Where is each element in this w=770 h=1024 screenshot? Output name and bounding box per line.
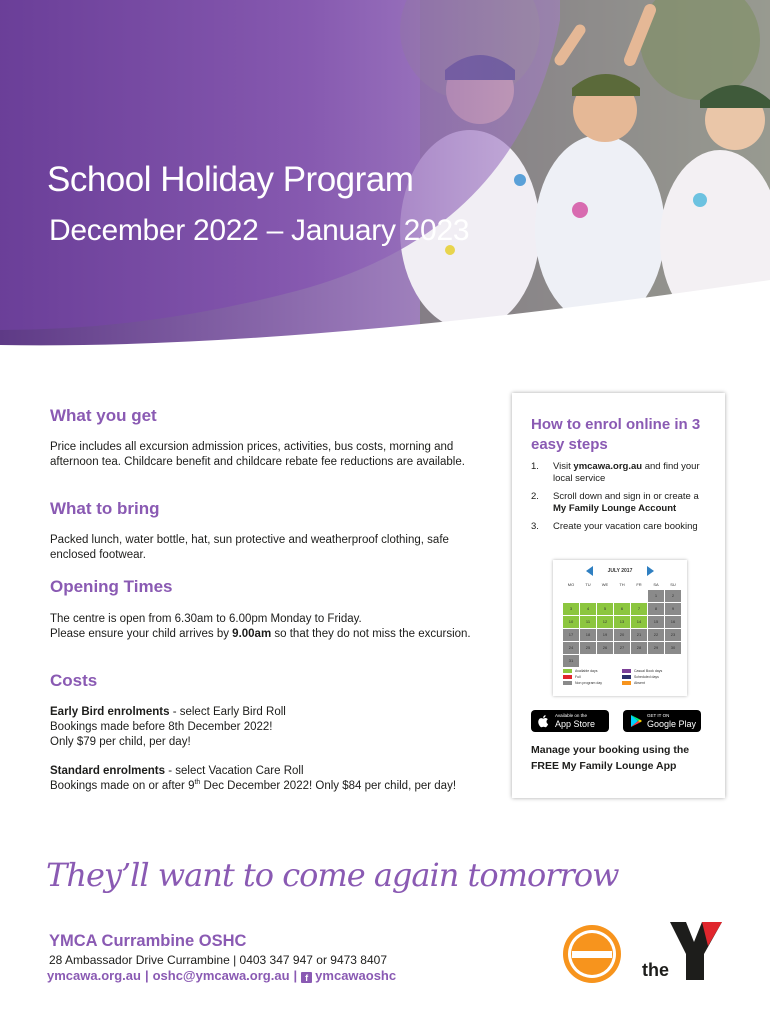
org-address: 28 Ambassador Drive Currambine | 0403 347 947 or 9473 8407 xyxy=(49,953,387,967)
legend-item xyxy=(563,669,622,673)
enrol-footer: Manage your booking using the FREE My Family Lounge App xyxy=(531,744,690,772)
calendar-day: 14 xyxy=(631,616,647,628)
step-text xyxy=(553,461,711,485)
step-number: 2. xyxy=(531,491,539,502)
google-play-label: Google Play xyxy=(647,719,697,729)
org-name: YMCA Currambine OSHC xyxy=(49,932,247,950)
step-text-post: and find your local service xyxy=(553,461,700,484)
standard-label: Standard enrolments xyxy=(50,765,166,777)
facebook-icon: f xyxy=(301,972,312,983)
calendar-month: JULY 2017 xyxy=(607,568,633,574)
legend-swatch xyxy=(622,675,631,679)
opening-hours-line: The centre is open from 6.30am to 6.00pm Monday to Friday. xyxy=(50,613,362,625)
google-play-badge[interactable] xyxy=(623,710,701,732)
legend-label: Scheduled days xyxy=(634,675,659,679)
email-link[interactable]: oshc@ymcawa.org.au xyxy=(152,968,290,983)
arrival-line xyxy=(50,627,490,642)
legend-label: Full xyxy=(575,675,581,679)
standard-details-sup: th xyxy=(194,779,201,787)
calendar-day: 22 xyxy=(648,629,664,641)
calendar-weekday: TU xyxy=(585,582,591,587)
calendar-day: 16 xyxy=(665,616,681,628)
calendar-weekday: WE xyxy=(601,582,609,587)
what-to-bring-text: Packed lunch, water bottle, hat, sun protective and weatherproof clothing, safe enclosed footwear. xyxy=(50,534,449,561)
legend-item xyxy=(622,669,681,673)
apple-icon xyxy=(537,714,551,728)
calendar-day: 23 xyxy=(665,629,681,641)
step-text-pre: Create your vacation care booking xyxy=(553,521,698,532)
calendar-day xyxy=(580,590,596,602)
google-play-icon xyxy=(629,714,643,728)
opening-times-heading: Opening Times xyxy=(50,577,173,596)
calendar-day: 4 xyxy=(580,603,596,615)
calendar-legend xyxy=(563,669,681,685)
calendar-weekday: FR xyxy=(636,582,642,587)
enrol-step xyxy=(531,491,711,515)
standard-roll: - select Vacation Care Roll xyxy=(165,765,304,777)
calendar-day xyxy=(563,590,579,602)
early-bird-costs xyxy=(50,705,490,750)
step-text-pre: Visit xyxy=(553,461,574,472)
calendar-day xyxy=(614,590,630,602)
step-number: 1. xyxy=(531,461,539,472)
separator: | xyxy=(144,968,149,983)
calendar-day: 21 xyxy=(631,629,647,641)
legend-swatch xyxy=(563,675,572,679)
enrol-steps xyxy=(531,461,711,539)
ymca-logo xyxy=(642,920,726,984)
arrival-line-pre: Please ensure your child arrives by xyxy=(50,628,233,640)
early-bird-title xyxy=(50,705,490,720)
legend-label: Absent xyxy=(634,681,645,685)
step-text-bold: ymcawa.org.au xyxy=(573,461,643,472)
standard-details-pre: Bookings made on or after 9 xyxy=(50,780,195,792)
early-bird-roll: - select Early Bird Roll xyxy=(169,706,286,718)
enrol-step xyxy=(531,521,711,533)
calendar-day: 31 xyxy=(563,655,579,667)
step-text-bold: My Family Lounge Account xyxy=(553,503,677,514)
calendar-preview xyxy=(553,560,687,696)
calendar-day: 9 xyxy=(665,603,681,615)
legend-swatch xyxy=(622,681,631,685)
calendar-day: 15 xyxy=(648,616,664,628)
page-subtitle: December 2022 – January 2023 xyxy=(49,214,470,247)
calendar-day: 17 xyxy=(563,629,579,641)
calendar-day: 29 xyxy=(648,642,664,654)
standard-costs xyxy=(50,764,490,794)
arrival-time: 9.00am xyxy=(232,628,272,640)
early-bird-deadline: Bookings made before 8th December 2022! xyxy=(50,721,273,733)
page-title: School Holiday Program xyxy=(47,160,414,199)
calendar-day: 11 xyxy=(580,616,596,628)
calendar-day: 3 xyxy=(563,603,579,615)
calendar-day: 5 xyxy=(597,603,613,615)
what-to-bring-heading: What to bring xyxy=(50,499,160,518)
calendar-day: 20 xyxy=(614,629,630,641)
early-bird-label: Early Bird enrolments xyxy=(50,706,170,718)
legend-label: Non program day xyxy=(575,681,603,685)
calendar-day: 7 xyxy=(631,603,647,615)
calendar-weekdays xyxy=(563,582,681,587)
legend-item xyxy=(622,675,681,679)
enrol-step xyxy=(531,461,711,485)
arrival-line-post: so that they do not miss the excursion. xyxy=(271,628,471,640)
calendar-weekday: SA xyxy=(653,582,659,587)
google-play-small: GET IT ON xyxy=(647,713,670,718)
independently-reviewed-badge xyxy=(562,924,622,984)
calendar-weekday: SU xyxy=(670,582,676,587)
calendar-day: 24 xyxy=(563,642,579,654)
tagline: They’ll want to come again tomorrow xyxy=(46,856,619,894)
calendar-weekday: TH xyxy=(619,582,625,587)
ymca-y-icon xyxy=(642,920,726,984)
calendar-day xyxy=(597,590,613,602)
calendar-day: 10 xyxy=(563,616,579,628)
legend-item xyxy=(622,681,681,685)
separator: | xyxy=(293,968,298,983)
step-number: 3. xyxy=(531,521,539,532)
early-bird-price: Only $79 per child, per day! xyxy=(50,736,191,748)
calendar-day: 2 xyxy=(665,590,681,602)
hero-banner xyxy=(0,0,770,360)
app-store-label: App Store xyxy=(555,719,596,729)
website-link[interactable]: ymcawa.org.au xyxy=(47,968,141,983)
calendar-day: 19 xyxy=(597,629,613,641)
calendar-day: 6 xyxy=(614,603,630,615)
calendar-day: 12 xyxy=(597,616,613,628)
app-badges xyxy=(531,710,706,732)
step-text xyxy=(553,491,711,515)
enrol-card xyxy=(512,393,725,798)
calendar-day: 30 xyxy=(665,642,681,654)
calendar-day: 28 xyxy=(631,642,647,654)
calendar-day xyxy=(631,590,647,602)
standard-title xyxy=(50,764,490,779)
legend-item xyxy=(563,681,622,685)
opening-times-text xyxy=(50,612,490,642)
legend-label: Casual Book days xyxy=(634,669,663,673)
step-text-pre: Scroll down and sign in or create a xyxy=(553,491,699,502)
legend-swatch xyxy=(563,681,572,685)
standard-details xyxy=(50,779,490,794)
what-you-get-heading: What you get xyxy=(50,406,157,425)
calendar-grid xyxy=(563,590,681,667)
costs-heading: Costs xyxy=(50,671,98,690)
legend-swatch xyxy=(563,669,572,673)
calendar-day: 18 xyxy=(580,629,596,641)
legend-swatch xyxy=(622,669,631,673)
calendar-day: 13 xyxy=(614,616,630,628)
contact-links xyxy=(47,968,396,983)
app-store-small: Available on the xyxy=(555,713,587,718)
standard-details-post: Dec December 2022! Only $84 per child, per day! xyxy=(200,780,457,792)
calendar-day: 8 xyxy=(648,603,664,615)
calendar-next-icon xyxy=(647,566,654,576)
app-store-badge[interactable] xyxy=(531,710,609,732)
calendar-weekday: MO xyxy=(567,582,575,587)
what-you-get-text: Price includes all excursion admission prices, activities, bus costs, morning and afternoon tea. Childcare benefit and childcare rebate fee reductions are available. xyxy=(50,441,465,468)
enrol-heading: How to enrol online in 3 easy steps xyxy=(531,416,701,453)
calendar-day: 27 xyxy=(614,642,630,654)
step-text xyxy=(553,521,698,533)
facebook-link[interactable]: ymcawaoshc xyxy=(315,968,397,983)
calendar-day: 1 xyxy=(648,590,664,602)
legend-item xyxy=(563,675,622,679)
ymca-logo-word: the xyxy=(642,960,669,980)
calendar-day: 25 xyxy=(580,642,596,654)
calendar-day: 26 xyxy=(597,642,613,654)
legend-label: Available days xyxy=(575,669,598,673)
